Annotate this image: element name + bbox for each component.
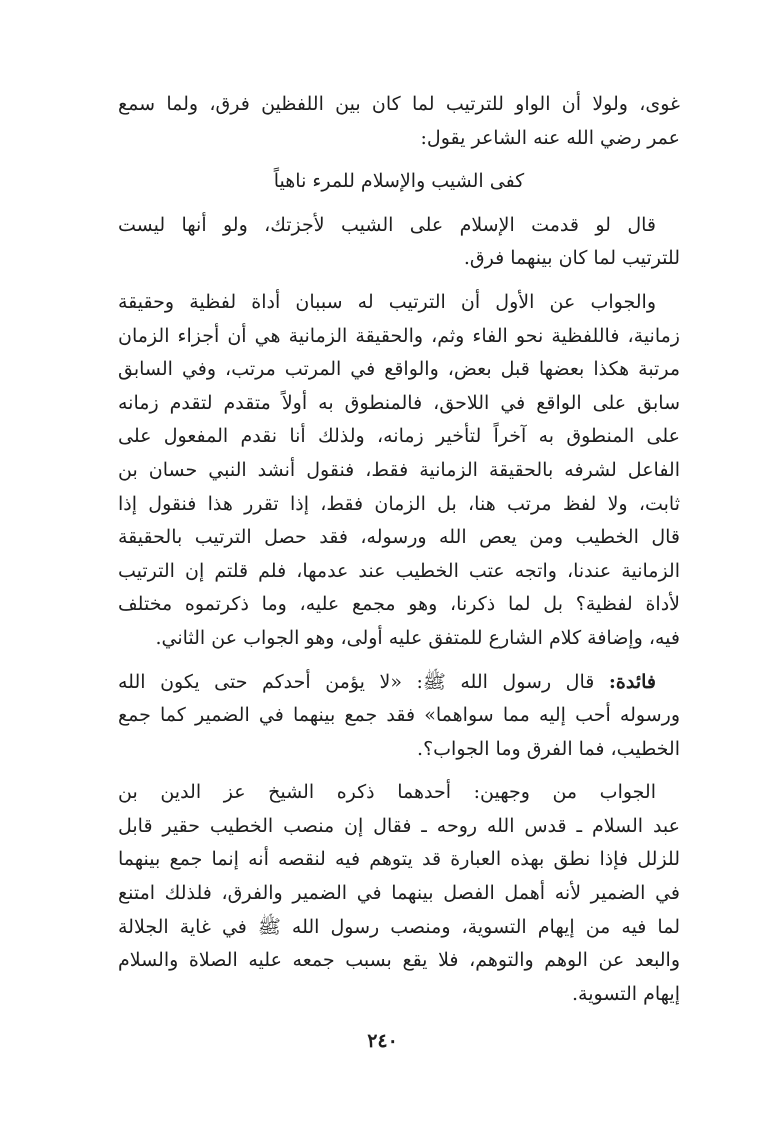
- text-line: ثابت، ولا لفظ مرتب هنا، بل الزمان فقط، إذا تقرر هذا فنقول إذا: [118, 492, 680, 515]
- text-line: قال الخطيب ومن يعص الله ورسوله، فقد حصل الترتيب بالحقيقة: [118, 526, 680, 549]
- page-number: ٢٤٠: [367, 1030, 398, 1052]
- text-line: والجواب عن الأول أن الترتيب له سببان أداة لفظية وحقيقة: [118, 290, 656, 313]
- text-line: والبعد عن الوهم والتوهم، فلا يقع بسبب جمعه عليه الصلاة والسلام: [118, 949, 680, 972]
- text-line: في الضمير لأنه أهمل الفصل بينهما في الضمير والفرق، فلذلك امتنع: [118, 882, 680, 905]
- text-line: الخطيب، فما الفرق وما الجواب؟.: [417, 737, 680, 760]
- page-body: [118, 88, 680, 1011]
- text-line: فيه، وإضافة كلام الشارع للمتفق عليه أولى، وهو الجواب عن الثاني.: [155, 626, 680, 649]
- text-line: عمر رضي الله عنه الشاعر يقول:: [420, 126, 680, 149]
- text-line: لأداة لفظية؟ بل لما ذكرنا، وهو مجمع عليه، وما ذكرتموه مختلف: [118, 593, 680, 616]
- text-line: زمانية، فاللفظية نحو الفاء وثم، والحقيقة الزمانية هي أن أجزاء الزمان: [118, 324, 680, 347]
- text-line: للترتيب لما كان بينهما فرق.: [463, 247, 680, 270]
- poem-verse: كفى الشيب والإسلام للمرء ناهياً: [273, 170, 525, 193]
- text-line: على المنطوق به آخراً لتأخير زمانه، ولذلك أنا نقدم المفعول على: [118, 425, 680, 448]
- text-line: ورسوله أحب إليه مما سواهما» فقد جمع بينهما في الضمير كما جمع: [118, 704, 680, 727]
- text-line: الزمانية عندنا، واتجه عتب الخطيب عند عدمها، فلم قلتم إن الترتيب: [118, 559, 680, 582]
- text-line: للزلل فإذا نطق بهذه العبارة قد يتوهم فيه لنقصه أنه إنما جمع بينهما: [118, 848, 680, 871]
- text-line: غوى، ولولا أن الواو للترتيب لما كان بين اللفظين فرق، ولما سمع: [118, 93, 680, 115]
- text-line: الفاعل لشرفه بالحقيقة الزمانية فقط، فنقول أنشد النبي حسان بن: [118, 458, 680, 481]
- text-line: إيهام التسوية.: [572, 982, 680, 1005]
- note-label: فائدة:: [608, 670, 656, 693]
- text-line: قال لو قدمت الإسلام على الشيب لأجزتك، ولو أنها ليست: [118, 213, 656, 236]
- text-line: لما فيه من إيهام التسوية، ومنصب رسول الله ﷺ في غاية الجلالة: [118, 915, 680, 938]
- text-line: [118, 666, 680, 700]
- text-line: مرتبة هكذا بعضها قبل بعض، والواقع في المرتب مرتب، وفي السابق: [118, 358, 680, 381]
- text-line: عبد السلام ـ قدس الله روحه ـ فقال إن منصب الخطيب حقير قابل: [118, 814, 680, 837]
- hadith-text: قال رسول الله ﷺ: «لا يؤمن أحدكم حتى يكون الله: [118, 670, 595, 693]
- text-line: سابق على الواقع في اللاحق، فالمنطوق به أولاً متقدم لتقدم زمانه: [118, 391, 680, 414]
- text-line: الجواب من وجهين: أحدهما ذكره الشيخ عز الدين بن: [118, 781, 656, 804]
